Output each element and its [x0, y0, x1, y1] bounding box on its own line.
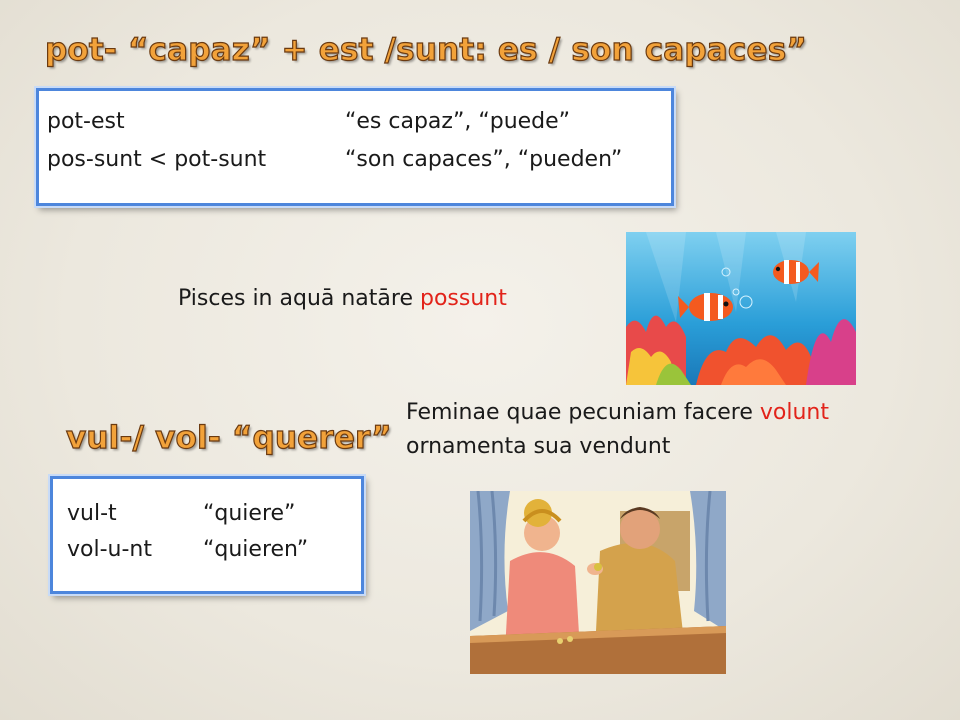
highlighted-verb: possunt — [419, 286, 507, 311]
latin-form: pot-est — [47, 109, 125, 134]
example-sentence-line2: ornamenta sua vendunt — [406, 434, 671, 459]
clownfish-reef-image — [626, 232, 856, 385]
example-sentence-volunt — [406, 400, 829, 425]
example-sentence-possunt — [178, 286, 507, 311]
spanish-meaning: “son capaces”, “pueden” — [345, 147, 623, 172]
highlighted-verb: volunt — [759, 400, 829, 425]
conjugation-box-vol — [50, 476, 364, 594]
latin-form: vol-u-nt — [67, 537, 152, 562]
jewelry-market-image — [470, 491, 726, 674]
slide-title-pot: pot- “capaz” + est /sunt: es / son capaces” — [45, 32, 807, 68]
spanish-meaning: “quiere” — [203, 501, 296, 526]
sentence-text: Pisces in aquā natāre — [178, 286, 420, 311]
latin-form: vul-t — [67, 501, 117, 526]
spanish-meaning: “es capaz”, “puede” — [345, 109, 571, 134]
slide-title-vol: vul-/ vol- “querer” — [66, 420, 392, 456]
spanish-meaning: “quieren” — [203, 537, 309, 562]
sentence-text: Feminae quae pecuniam facere — [406, 400, 760, 425]
latin-form: pos-sunt < pot-sunt — [47, 147, 267, 172]
conjugation-box-pot — [36, 88, 674, 206]
